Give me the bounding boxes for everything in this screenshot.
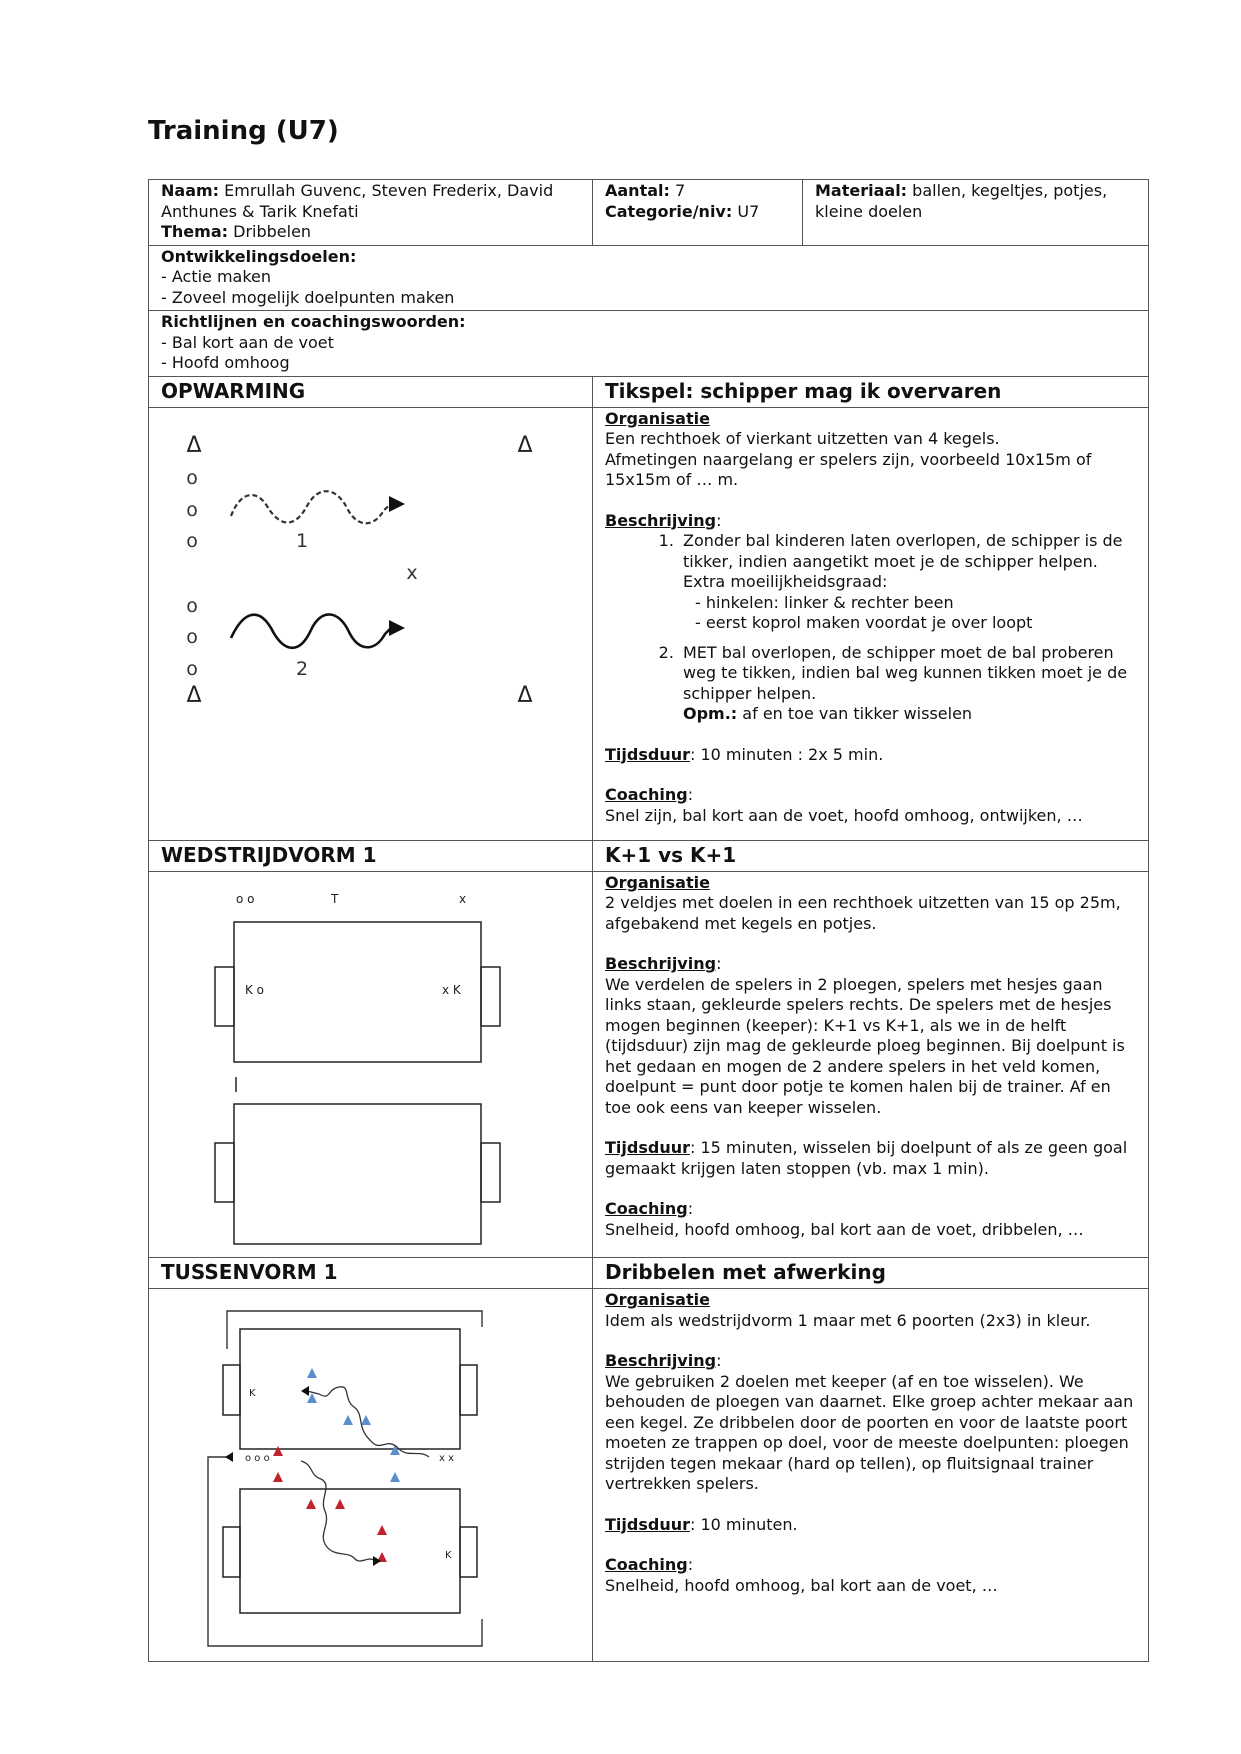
cone-red-icon xyxy=(306,1499,316,1509)
materiaal-value: ballen, kegeltjes, potjes, kleine doelen xyxy=(815,181,1108,221)
cone-blue-icon xyxy=(390,1472,400,1482)
beschrijving-value: We verdelen de spelers in 2 ploegen, spelers met hesjes gaan links staan, gekleurde spelers rechts. De spelers met de hesjes mogen beginnen (keeper): K+1 vs K+1, als we in de helft (tijdsduur) zijn mag de gekleurde ploeg beginnen. Bij doelpunt is het gedaan en mogen de 2 andere spelers in het veld komen, doelpunt = punt door potje te komen halen bij de trainer. Af en toe ook eens van keeper wisselen. xyxy=(605,974,1125,1117)
coaching-label: Coaching xyxy=(605,785,688,804)
wave-label: 1 xyxy=(295,529,309,552)
cone-red-icon xyxy=(273,1472,283,1482)
tagger-marker: x xyxy=(406,561,418,584)
organisatie-value: 2 veldjes met doelen in een rechthoek uitzetten van 15 op 25m, afgebakend met kegels en potjes. xyxy=(605,893,1121,933)
cone-blue-icon xyxy=(343,1415,353,1425)
queue-taggers: x x xyxy=(439,1453,455,1464)
page-title: Training (U7) xyxy=(148,116,339,146)
section-header-row xyxy=(149,840,1149,871)
section-right-title: Tikspel: schipper mag ik overvaren xyxy=(593,376,1149,407)
cone-icon: Δ xyxy=(517,432,533,458)
thema-value: Dribbelen xyxy=(233,222,312,241)
section-left-title: TUSSENVORM 1 xyxy=(149,1258,593,1289)
richtlijnen-heading: Richtlijnen en coachingswoorden: xyxy=(161,312,466,331)
step-text: MET bal overlopen, de schipper moet de bal proberen weg te tikken, indien bal weg kunnen tikken moet je de schipper helpen. xyxy=(683,642,1128,703)
doelen-cell xyxy=(149,245,1149,311)
tijdsduur-value: : 10 minuten : 2x 5 min. xyxy=(689,744,884,764)
goal-left-bottom xyxy=(215,1143,234,1202)
extra-item: - eerst koprol maken voordat je over loopt xyxy=(695,613,1033,632)
cone-icon: Δ xyxy=(186,682,202,708)
coaching-label: Coaching xyxy=(605,1555,688,1574)
blue-cones xyxy=(307,1368,400,1482)
cone-blue-icon xyxy=(307,1368,317,1378)
beschrijving-value: We gebruiken 2 doelen met keeper (af en toe wisselen). We behouden de ploegen van daarnet. Elke groep achter mekaar aan een kegel. Ze dribbelen door de poorten en voor de laatste poort moeten ze trappen op doel, voor de meeste doelpunten: ploegen strijden tegen mekaar (hard op tellen), op fluitsignaal trainer vertrekken spelers. xyxy=(605,1371,1134,1493)
tussenvorm-text-cell: Organisatie Idem als wedstrijdvorm 1 maar met 6 poorten (2x3) in kleur. Beschrijving: We gebruiken 2 doelen met keeper (af en toe wisselen). We behouden de ploegen van daarnet. Elke groep achter mekaar aan een kegel. Ze dribbelen door de poorten en voor de laatste poort moeten ze trappen op doel, voor de meeste doelpunten: ploegen strijden tegen mekaar (hard op tellen), op fluitsignaal trainer vertrekken spelers. Tijdsduur: 10 minuten. Coaching: Snelheid, hoofd omhoog, bal kort aan de voet, … xyxy=(593,1289,1149,1662)
player-marker: o o xyxy=(236,891,255,906)
opm-value: af en toe van tikker wisselen xyxy=(742,704,973,723)
opm-label: Opm.: xyxy=(683,704,738,723)
opwarming-diagram-cell xyxy=(149,407,593,840)
aantal-value: 7 xyxy=(675,181,686,200)
player-marker: o xyxy=(186,657,198,680)
section-body-row xyxy=(149,871,1149,1258)
keeper-marker: K xyxy=(249,1388,256,1399)
coaching-value: Snel zijn, bal kort aan de voet, hoofd omhoog, ontwijken, … xyxy=(605,805,1083,825)
categorie-value: U7 xyxy=(737,201,760,221)
cone-blue-icon xyxy=(361,1415,371,1425)
dribble-wave-dashed xyxy=(231,491,391,523)
richtlijnen-item: - Bal kort aan de voet xyxy=(161,332,334,352)
organisatie-label: Organisatie xyxy=(605,1290,710,1309)
opwarming-text-cell: Organisatie Een rechthoek of vierkant uitzetten van 4 kegels. Afmetingen naargelang er spelers zijn, voorbeeld 10x15m of 15x15m of … m. Beschrijving: 1. Zonder bal kinderen laten overlopen, de schipper is de tikker, indien aangetikt moet je de schipper helpen. Extra moeilijkheidsgraad: - hinkelen: linker & rechter been - eerst koprol maken voordat je over loopt 2. MET bal overlopen, de schipper moet de bal proberen weg te tikken, indien bal weg kunnen tikken moet je de schipper helpen. Opm.: af en toe van tikker wisselen Tijdsduur: 10 minuten : 2x 5 min. Coaching: Snel zijn, bal kort aan de voet, hoofd omhoog, ontwijken, … xyxy=(593,407,1149,840)
wedstrijd-diagram-cell xyxy=(149,871,593,1258)
organisatie-label: Organisatie xyxy=(605,408,710,428)
aantal-cell xyxy=(593,180,803,246)
dribble-wave-solid xyxy=(231,614,391,647)
step-item xyxy=(679,643,1138,725)
goal-right-bottom xyxy=(481,1143,500,1202)
organisatie-value: Idem als wedstrijdvorm 1 maar met 6 poorten (2x3) in kleur. xyxy=(605,1310,1091,1330)
thema-label: Thema: xyxy=(161,222,229,241)
field-top xyxy=(240,1329,460,1449)
tussenvorm-diagram xyxy=(149,1289,569,1654)
cone-blue-icon xyxy=(390,1445,400,1455)
wedstrijd-text-cell: Organisatie 2 veldjes met doelen in een rechthoek uitzetten van 15 op 25m, afgebakend met kegels en potjes. Beschrijving: We verdelen de spelers in 2 ploegen, spelers met hesjes gaan links staan, gekleurde spelers rechts. De spelers met de hesjes mogen beginnen (keeper): K+1 vs K+1, als we in de helft (tijdsduur) zijn mag de gekleurde ploeg beginnen. Bij doelpunt is het gedaan en mogen de 2 andere spelers in het veld komen, doelpunt = punt door potje te komen halen bij de trainer. Af en toe ook eens van keeper wisselen. Tijdsduur: 15 minuten, wisselen bij doelpunt of als ze geen goal gemaakt krijgen laten stoppen (vb. max 1 min). Coaching: Snelheid, hoofd omhoog, bal kort aan de voet, dribbelen, … xyxy=(593,871,1149,1258)
coaching-label: Coaching xyxy=(605,1199,688,1218)
categorie-label: Categorie/niv: xyxy=(605,201,733,221)
doelen-row xyxy=(149,245,1149,311)
cone-red-icon xyxy=(273,1446,283,1456)
player-marker: o xyxy=(186,529,198,552)
materiaal-label: Materiaal: xyxy=(815,181,908,200)
section-header-row xyxy=(149,1258,1149,1289)
goal-right-top xyxy=(460,1365,477,1415)
richtlijnen-item: - Hoofd omhoog xyxy=(161,353,290,372)
wedstrijd-diagram xyxy=(149,872,569,1252)
section-left-title: OPWARMING xyxy=(149,376,593,407)
arrow-head-icon xyxy=(225,1452,233,1462)
goal-left-bottom xyxy=(223,1527,240,1577)
field-label-left: K o xyxy=(245,982,265,997)
beschrijving-label: Beschrijving xyxy=(605,510,717,530)
arrow-head-icon xyxy=(389,496,405,512)
section-right-title: Dribbelen met afwerking xyxy=(593,1258,1149,1289)
extra-heading: Extra moeilijkheidsgraad: xyxy=(683,572,888,591)
coaching-value: Snelheid, hoofd omhoog, bal kort aan de voet, … xyxy=(605,1575,998,1595)
naam-cell xyxy=(149,180,593,246)
doelen-item: - Actie maken xyxy=(161,267,272,286)
trainer-marker: T xyxy=(331,891,339,906)
tijdsduur-value: : 15 minuten, wisselen bij doelpunt of als ze geen goal gemaakt krijgen laten stoppen (vb. max 1 min). xyxy=(605,1138,1128,1178)
dribble-route-bottom xyxy=(301,1461,375,1561)
section-left-title: WEDSTRIJDVORM 1 xyxy=(149,840,593,871)
player-marker: o xyxy=(186,498,198,521)
richtlijnen-cell xyxy=(149,311,1149,377)
goal-left-top xyxy=(223,1365,240,1415)
tijdsduur-value: : 10 minuten. xyxy=(689,1514,798,1534)
goal-right-bottom xyxy=(460,1527,477,1577)
queue-players: o o o xyxy=(245,1453,270,1464)
cone-red-icon xyxy=(335,1499,345,1509)
cone-red-icon xyxy=(377,1525,387,1535)
steps-list xyxy=(605,531,1138,725)
cone-icon: Δ xyxy=(517,682,533,708)
aantal-label: Aantal: xyxy=(605,181,670,200)
organisatie-label: Organisatie xyxy=(605,872,710,892)
red-cones xyxy=(273,1446,387,1562)
opwarming-diagram xyxy=(149,408,569,738)
doelen-item: - Zoveel mogelijk doelpunten maken xyxy=(161,287,455,307)
route-line-bottom xyxy=(208,1457,482,1646)
section-header-row xyxy=(149,376,1149,407)
tussenvorm-diagram-cell xyxy=(149,1289,593,1662)
goal-right-top xyxy=(481,967,500,1026)
richtlijnen-row xyxy=(149,311,1149,377)
doelen-heading: Ontwikkelingsdoelen: xyxy=(161,246,357,266)
section-right-title: K+1 vs K+1 xyxy=(593,840,1149,871)
route-line-top xyxy=(227,1311,482,1349)
keeper-marker: K xyxy=(445,1550,452,1561)
tijdsduur-label: Tijdsduur xyxy=(605,1138,690,1157)
field-label-right: x K xyxy=(442,982,461,997)
tijdsduur-label: Tijdsduur xyxy=(605,744,690,764)
player-marker: o xyxy=(186,466,198,489)
step-item xyxy=(679,531,1138,643)
tijdsduur-label: Tijdsduur xyxy=(605,1514,690,1534)
arrow-head-icon xyxy=(389,620,405,636)
wave-label: 2 xyxy=(295,657,309,680)
naam-value: Emrullah Guvenc, Steven Frederix, David Anthunes & Tarik Knefati xyxy=(161,181,554,221)
extra-item: - hinkelen: linker & rechter been xyxy=(695,592,954,612)
header-row xyxy=(149,180,1149,246)
organisatie-line: Afmetingen naargelang er spelers zijn, voorbeeld 10x15m of 15x15m of … m. xyxy=(605,449,1092,489)
naam-label: Naam: xyxy=(161,181,220,200)
beschrijving-label: Beschrijving xyxy=(605,954,717,973)
beschrijving-label: Beschrijving xyxy=(605,1351,717,1370)
player-marker: o xyxy=(186,594,198,617)
arrow-head-icon xyxy=(301,1386,309,1396)
goal-left-top xyxy=(215,967,234,1026)
training-table xyxy=(148,179,1149,1662)
section-body-row xyxy=(149,1289,1149,1662)
materiaal-cell xyxy=(803,180,1149,246)
player-marker: o xyxy=(186,625,198,648)
organisatie-line: Een rechthoek of vierkant uitzetten van 4 kegels. xyxy=(605,429,1000,448)
field-bottom xyxy=(234,1104,481,1244)
field-bottom xyxy=(240,1489,460,1613)
section-body-row xyxy=(149,407,1149,840)
tagger-marker: x xyxy=(459,891,467,906)
step-text: Zonder bal kinderen laten overlopen, de schipper is de tikker, indien aangetikt moet je de schipper helpen. xyxy=(683,531,1123,571)
cone-icon: Δ xyxy=(186,432,202,458)
coaching-value: Snelheid, hoofd omhoog, bal kort aan de voet, dribbelen, … xyxy=(605,1219,1084,1239)
